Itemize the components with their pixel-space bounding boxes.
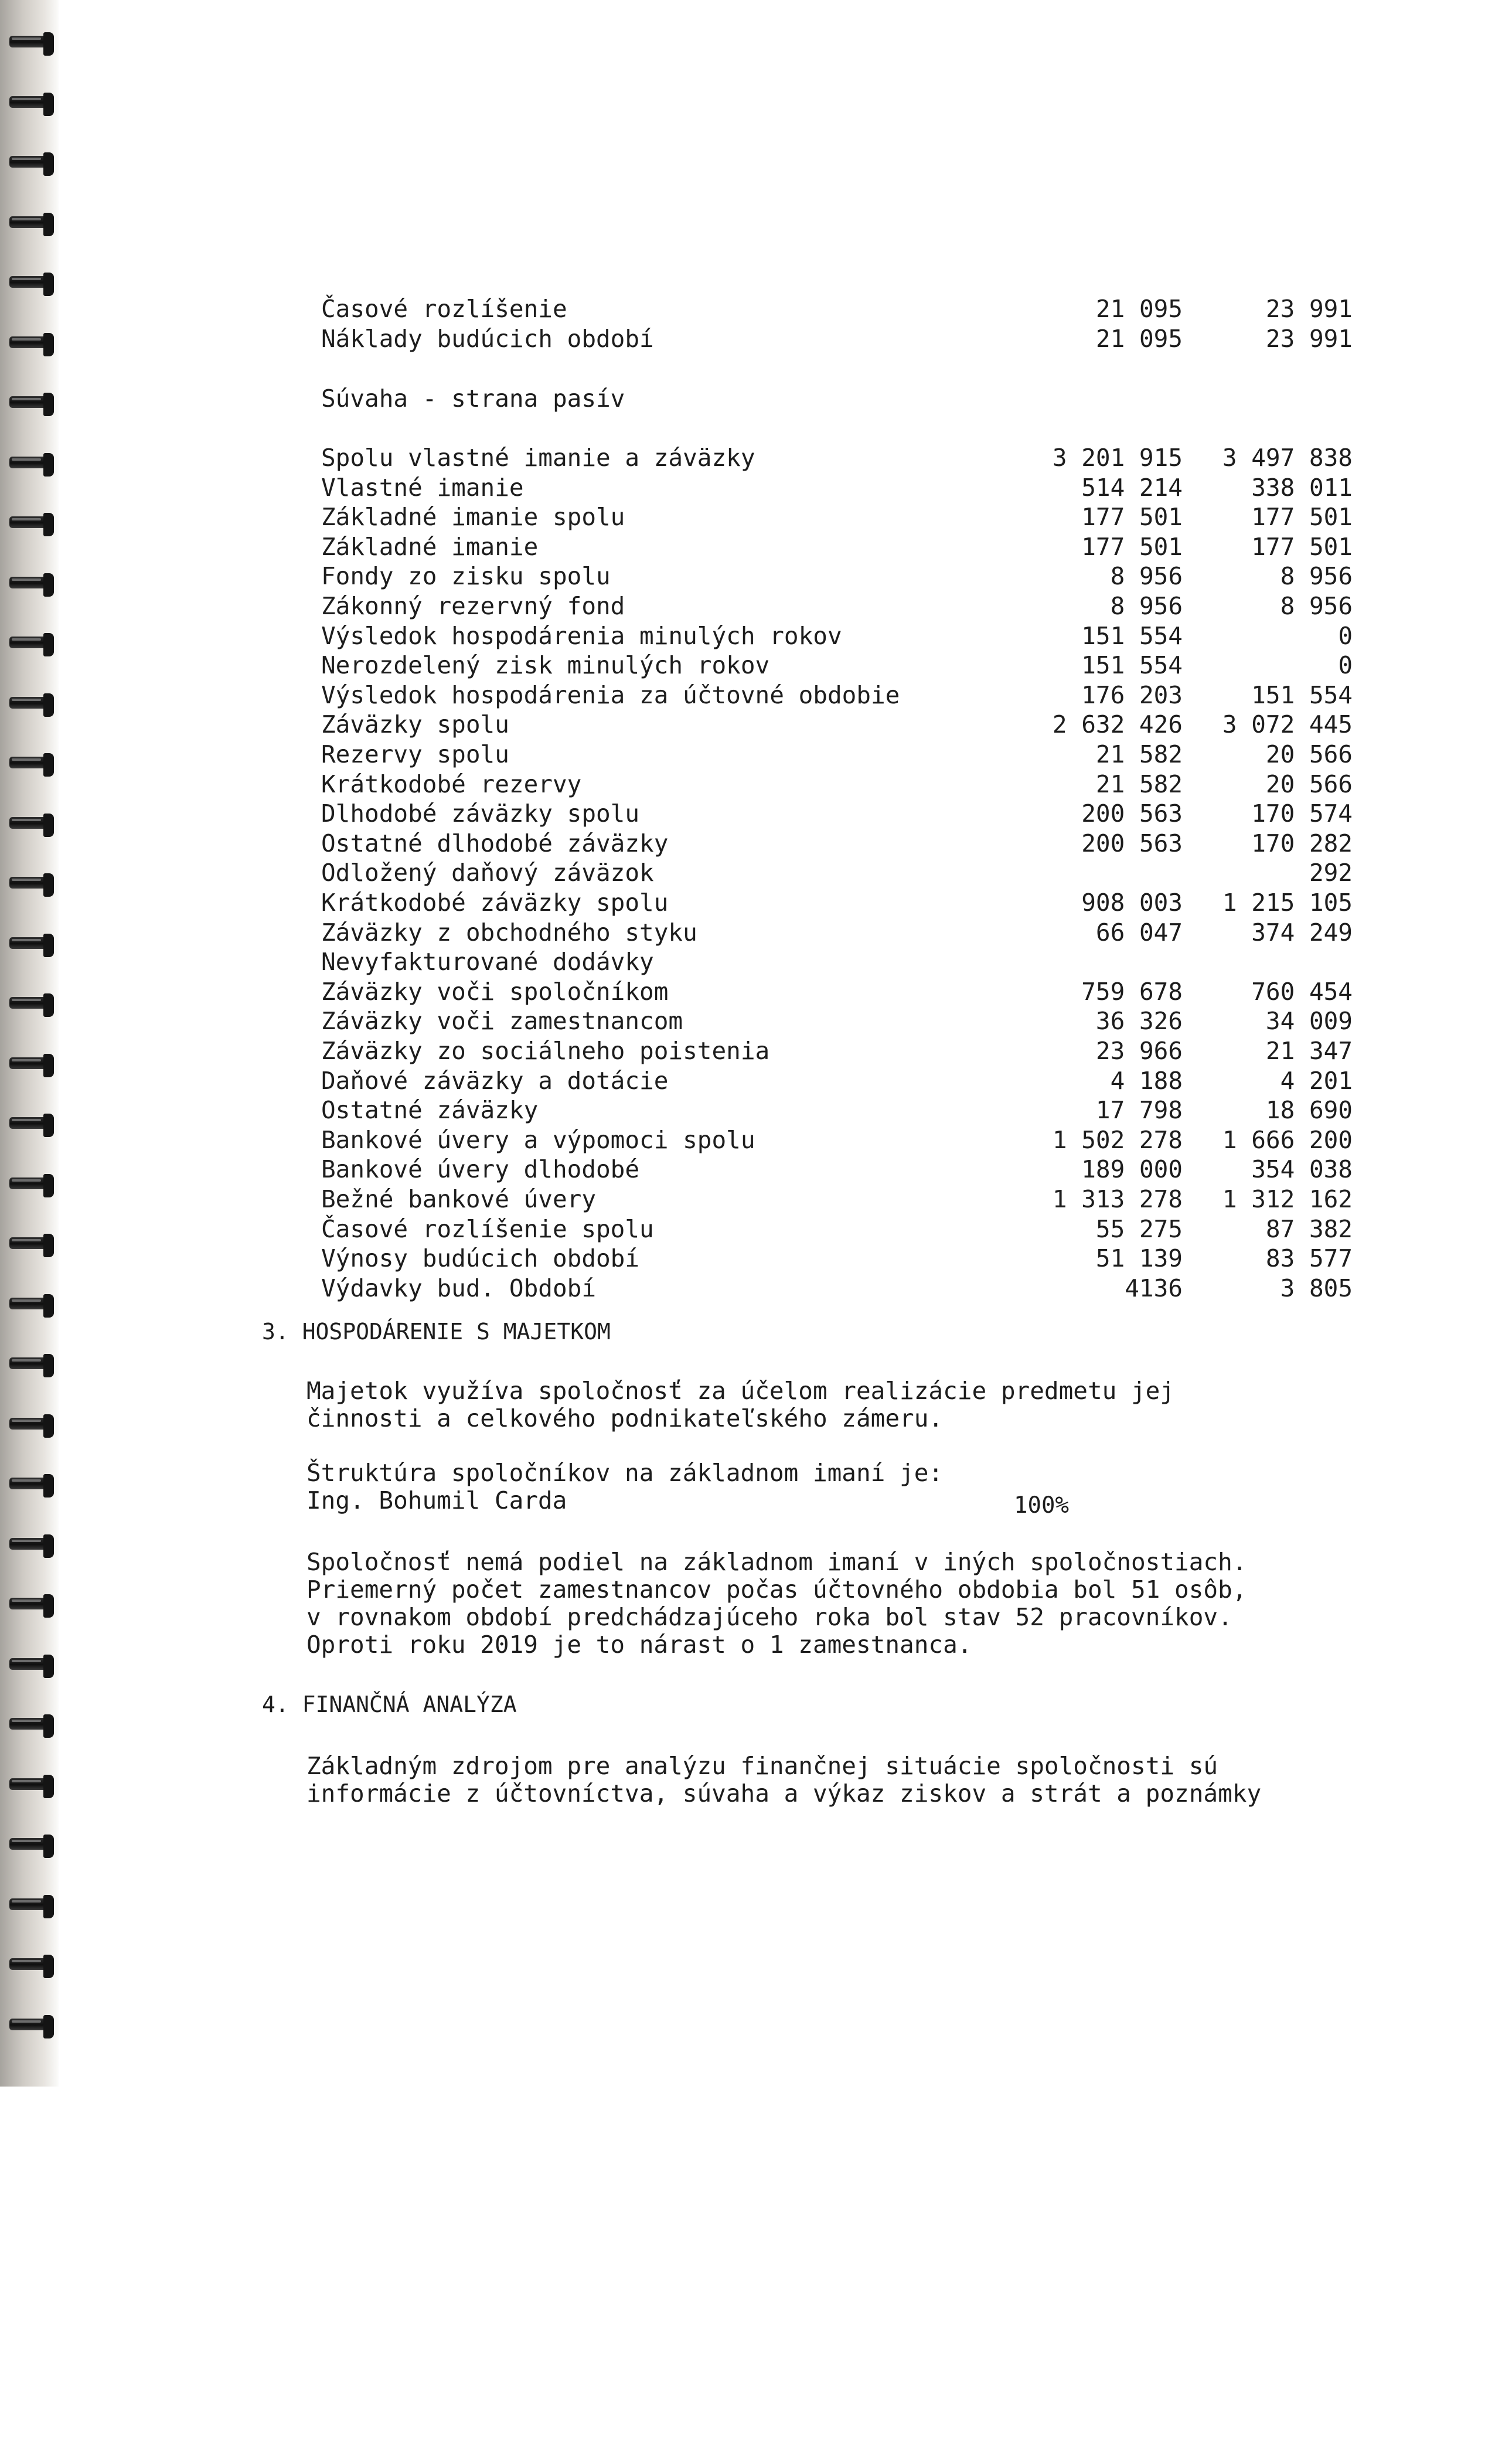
table-row (321, 947, 1353, 977)
paragraph-line: informácie z účtovníctva, súvaha a výkaz ziskov a strát a poznámky (307, 1779, 1262, 1808)
row-label: Bankové úvery a výpomoci spolu (321, 1125, 755, 1154)
owner-share: 100% (1014, 1492, 1069, 1519)
table-row (321, 443, 1353, 473)
value-previous: 4 201 (1280, 1066, 1353, 1095)
row-label: Záväzky voči zamestnancom (321, 1007, 683, 1036)
row-label: Rezervy spolu (321, 740, 509, 769)
table-row (321, 621, 1353, 651)
balance-sheet-table (321, 294, 1353, 1303)
table-row (321, 1095, 1353, 1125)
value-current: 66 047 (1095, 918, 1183, 947)
value-previous: 374 249 (1251, 918, 1353, 947)
paragraph-line: v rovnakom období predchádzajúceho roka bol stav 52 pracovníkov. (307, 1603, 1232, 1631)
row-label: Záväzky zo sociálneho poistenia (321, 1036, 770, 1065)
table-row (321, 532, 1353, 562)
value-current: 177 501 (1081, 503, 1183, 532)
row-label: Krátkodobé rezervy (321, 770, 582, 798)
value-current: 17 798 (1095, 1096, 1183, 1125)
row-label: Odložený daňový záväzok (321, 859, 654, 887)
row-label: Záväzky spolu (321, 710, 509, 739)
row-label: Vlastné imanie (321, 473, 524, 502)
value-current: 8 956 (1110, 592, 1183, 621)
section-3-paragraph-1 (307, 1377, 1385, 1432)
section-4-heading: 4. FINANČNÁ ANALÝZA (262, 1692, 517, 1717)
value-current: 189 000 (1081, 1155, 1183, 1184)
value-current: 514 214 (1081, 473, 1183, 502)
paragraph-line: Majetok využíva spoločnosť za účelom realizácie predmetu jej (307, 1377, 1175, 1405)
value-previous: 760 454 (1251, 977, 1353, 1006)
table-row (321, 710, 1353, 740)
table-row (321, 1273, 1353, 1303)
section-3-paragraph-2 (307, 1548, 1385, 1659)
table-row (321, 917, 1353, 947)
value-current: 51 139 (1095, 1244, 1183, 1273)
value-current: 176 203 (1081, 680, 1183, 709)
value-current: 151 554 (1081, 651, 1183, 680)
value-current (960, 947, 1183, 977)
table-row (321, 976, 1353, 1006)
value-previous: 170 574 (1251, 799, 1353, 828)
table-row (321, 1006, 1353, 1036)
value-previous: 21 347 (1265, 1036, 1353, 1065)
value-previous: 3 805 (1280, 1274, 1353, 1302)
paragraph-line: činnosti a celkového podnikateľského zámeru. (307, 1404, 944, 1432)
row-label: Bankové úvery dlhodobé (321, 1155, 640, 1184)
row-label: Ostatné záväzky (321, 1096, 539, 1125)
value-current: 1 313 278 (1052, 1185, 1183, 1213)
value-previous: 292 (1309, 859, 1353, 887)
row-label: Bežné bankové úvery (321, 1185, 596, 1213)
value-previous: 0 (1338, 621, 1353, 650)
row-label: Záväzky voči spoločníkom (321, 977, 669, 1006)
value-current: 200 563 (1081, 829, 1183, 857)
value-previous: 1 666 200 (1222, 1125, 1353, 1154)
section-title-row (321, 384, 1353, 414)
value-current (960, 858, 1183, 888)
row-label: Dlhodobé záväzky spolu (321, 799, 640, 828)
owner-name: Ing. Bohumil Carda (307, 1486, 567, 1515)
value-previous: 8 956 (1280, 592, 1353, 621)
ownership-structure-line: Štruktúra spoločníkov na základnom imaní je: (307, 1459, 944, 1487)
row-label: Daňové záväzky a dotácie (321, 1066, 669, 1095)
table-row (321, 1214, 1353, 1244)
paragraph-line: Základným zdrojom pre analýzu finančnej situácie spoločnosti sú (307, 1752, 1218, 1780)
row-label: Výnosy budúcich období (321, 1244, 640, 1273)
value-current: 8 956 (1110, 562, 1183, 591)
value-previous: 0 (1338, 651, 1353, 680)
table-row (321, 680, 1353, 710)
value-current: 21 095 (1095, 295, 1183, 324)
value-previous: 338 011 (1251, 473, 1353, 502)
value-previous: 170 282 (1251, 829, 1353, 857)
table-row (321, 1066, 1353, 1095)
value-previous: 177 501 (1251, 532, 1353, 561)
table-row (321, 651, 1353, 680)
table-row (321, 858, 1353, 888)
value-current: 151 554 (1081, 621, 1183, 650)
paragraph-line: Priemerný počet zamestnancov počas účtovného obdobia bol 51 osôb, (307, 1575, 1247, 1604)
row-label: Základné imanie spolu (321, 503, 625, 532)
value-previous: 83 577 (1265, 1244, 1353, 1273)
row-label: Spolu vlastné imanie a záväzky (321, 444, 755, 472)
value-previous: 1 312 162 (1222, 1185, 1353, 1213)
value-previous: 23 991 (1265, 295, 1353, 324)
value-previous: 18 690 (1265, 1096, 1353, 1125)
value-previous: 87 382 (1265, 1214, 1353, 1243)
balance-sheet-body (321, 294, 1353, 1303)
row-label: Nevyfakturované dodávky (321, 948, 654, 976)
table-row (321, 1125, 1353, 1155)
table-row (321, 472, 1353, 502)
value-current: 908 003 (1081, 888, 1183, 917)
value-previous: 34 009 (1265, 1007, 1353, 1036)
section-4-paragraph (307, 1752, 1385, 1808)
row-label: Krátkodobé záväzky spolu (321, 888, 669, 917)
row-label: Časové rozlíšenie spolu (321, 1214, 654, 1243)
value-previous: 3 497 838 (1222, 444, 1353, 472)
table-row (321, 769, 1353, 799)
table-row (321, 888, 1353, 918)
table-row (321, 502, 1353, 532)
value-previous: 1 215 105 (1222, 888, 1353, 917)
row-label: Ostatné dlhodobé záväzky (321, 829, 669, 857)
table-row (321, 1155, 1353, 1185)
table-row (321, 1185, 1353, 1214)
value-current: 4 188 (1110, 1066, 1183, 1095)
value-previous: 177 501 (1251, 503, 1353, 532)
table-row (321, 829, 1353, 859)
table-row (321, 591, 1353, 621)
value-current: 36 326 (1095, 1007, 1183, 1036)
value-current: 200 563 (1081, 799, 1183, 828)
value-previous: 151 554 (1251, 680, 1353, 709)
row-label: Náklady budúcich období (321, 324, 654, 353)
row-label: Výsledok hospodárenia minulých rokov (321, 621, 842, 650)
value-current: 4136 (1125, 1274, 1183, 1302)
value-current: 1 502 278 (1052, 1125, 1183, 1154)
row-label: Fondy zo zisku spolu (321, 562, 611, 591)
liabilities-section-title: Súvaha - strana pasív (321, 384, 625, 413)
value-current: 21 582 (1095, 740, 1183, 769)
row-label: Výsledok hospodárenia za účtovné obdobie (321, 680, 900, 709)
value-previous: 20 566 (1265, 740, 1353, 769)
row-label: Zákonný rezervný fond (321, 592, 625, 621)
row-label: Nerozdelený zisk minulých rokov (321, 651, 770, 680)
table-row (321, 799, 1353, 829)
paragraph-line: Oproti roku 2019 je to nárast o 1 zamestnanca. (307, 1631, 972, 1659)
value-current: 21 582 (1095, 770, 1183, 798)
section-3-heading: 3. HOSPODÁRENIE S MAJETKOM (262, 1319, 611, 1345)
table-row (321, 294, 1353, 324)
table-spacer (321, 414, 1353, 443)
value-previous (1183, 947, 1353, 977)
table-spacer (321, 353, 1353, 384)
row-label: Výdavky bud. Období (321, 1274, 596, 1302)
value-previous: 20 566 (1265, 770, 1353, 798)
value-current: 21 095 (1095, 324, 1183, 353)
value-current: 55 275 (1095, 1214, 1183, 1243)
row-label: Základné imanie (321, 532, 539, 561)
value-current: 2 632 426 (1052, 710, 1183, 739)
value-previous: 354 038 (1251, 1155, 1353, 1184)
table-row (321, 1244, 1353, 1274)
value-current: 177 501 (1081, 532, 1183, 561)
value-current: 3 201 915 (1052, 444, 1183, 472)
value-current: 759 678 (1081, 977, 1183, 1006)
table-row (321, 561, 1353, 591)
table-row (321, 324, 1353, 354)
row-label: Záväzky z obchodného styku (321, 918, 697, 947)
value-previous: 8 956 (1280, 562, 1353, 591)
table-row (321, 1036, 1353, 1066)
value-previous: 3 072 445 (1222, 710, 1353, 739)
paragraph-line: Spoločnosť nemá podiel na základnom imaní v iných spoločnostiach. (307, 1548, 1247, 1576)
ownership-block (307, 1459, 1385, 1515)
table-row (321, 740, 1353, 770)
value-previous: 23 991 (1265, 324, 1353, 353)
row-label: Časové rozlíšenie (321, 295, 567, 324)
value-current: 23 966 (1095, 1036, 1183, 1065)
